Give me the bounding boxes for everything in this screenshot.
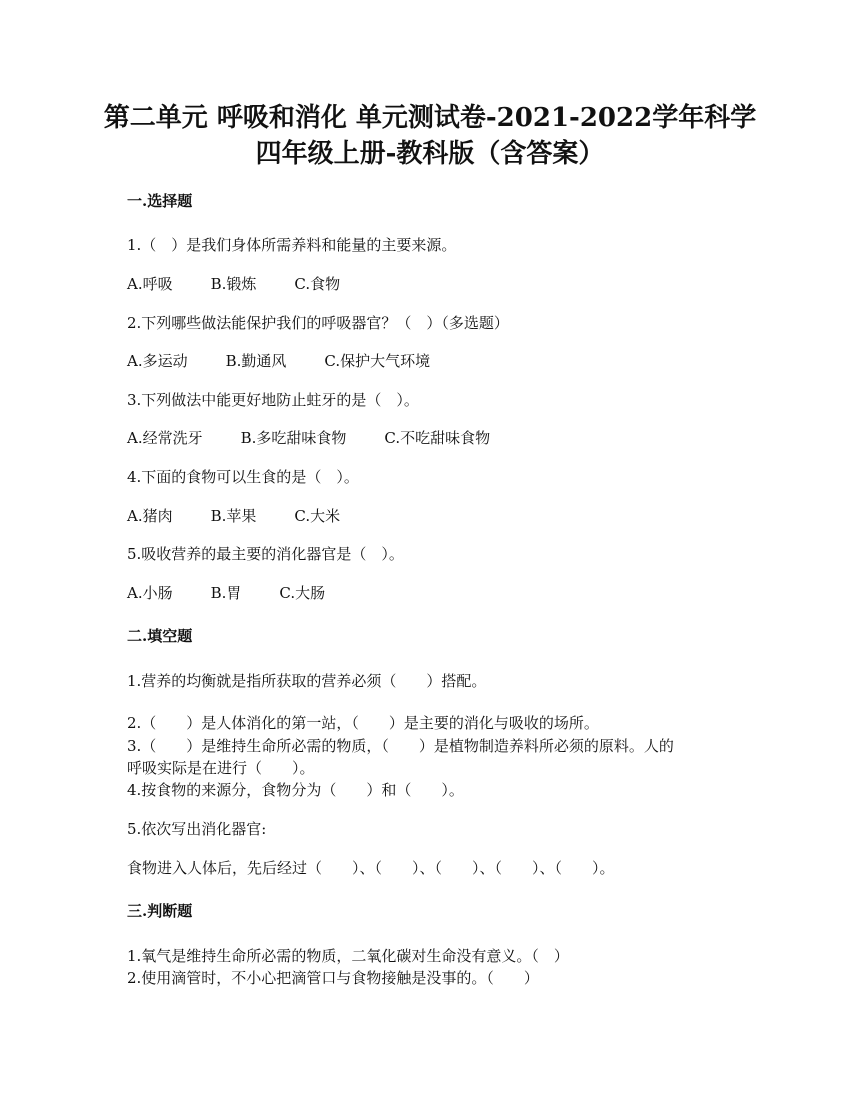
choice-question-4: 4.下面的食物可以生食的是（ ）。	[127, 468, 359, 486]
fill-question-5-line-2: 食物进入人体后，先后经过（ ）、（ ）、（ ）、（ ）、（ ）。	[127, 859, 615, 877]
section-heading-fill: 二.填空题	[127, 627, 193, 645]
option-c: C.大肠	[279, 584, 326, 602]
fill-question-4: 4.按食物的来源分，食物分为（ ）和（ ）。	[127, 781, 464, 799]
option-b: B.勤通风	[225, 352, 287, 370]
option-c: C.大米	[294, 507, 341, 525]
option-c: C.保护大气环境	[324, 352, 431, 370]
choice-question-5: 5.吸收营养的最主要的消化器官是（ ）。	[127, 545, 404, 563]
judge-question-1: 1.氧气是维持生命所必需的物质，二氧化碳对生命没有意义。（ ）	[127, 947, 569, 965]
fill-question-3-line-2: 呼吸实际是在进行（ ）。	[127, 759, 315, 777]
fill-question-5: 5.依次写出消化器官:	[127, 820, 267, 838]
choice-options-2	[127, 351, 430, 371]
option-b: B.苹果	[210, 507, 257, 525]
judge-question-2: 2.使用滴管时，不小心把滴管口与食物接触是没事的。（ ）	[127, 969, 539, 987]
section-heading-choice: 一.选择题	[127, 192, 193, 210]
fill-question-2: 2.（ ）是人体消化的第一站，（ ）是主要的消化与吸收的场所。	[127, 714, 599, 732]
option-a: A.呼吸	[127, 275, 173, 293]
fill-question-3-line-1: 3.（ ）是维持生命所必需的物质，（ ）是植物制造养料所必须的原料。人的	[127, 737, 674, 755]
option-a: A.小肠	[127, 584, 173, 602]
option-c: C.食物	[294, 275, 341, 293]
option-b: B.胃	[210, 584, 242, 602]
choice-question-1: 1.（ ）是我们身体所需养料和能量的主要来源。	[127, 236, 457, 254]
option-c: C.不吃甜味食物	[384, 429, 491, 447]
option-a: A.经常洗牙	[127, 429, 203, 447]
option-b: B.多吃甜味食物	[240, 429, 347, 447]
document-title-line-1: 第二单元 呼吸和消化 单元测试卷-2021-2022学年科学	[103, 103, 757, 133]
fill-question-1: 1.营养的均衡就是指所获取的营养必须（ ）搭配。	[127, 672, 487, 690]
choice-options-5	[127, 583, 325, 603]
choice-options-1	[127, 274, 340, 294]
option-a: A.多运动	[127, 352, 188, 370]
choice-question-3: 3.下列做法中能更好地防止蛀牙的是（ ）。	[127, 391, 419, 409]
choice-options-4	[127, 506, 340, 526]
option-b: B.锻炼	[210, 275, 257, 293]
section-heading-judge: 三.判断题	[127, 902, 193, 920]
choice-question-2: 2.下列哪些做法能保护我们的呼吸器官？（ ）（多选题）	[127, 314, 509, 332]
choice-options-3	[127, 428, 490, 448]
option-a: A.猪肉	[127, 507, 173, 525]
document-title-line-2: 四年级上册-教科版（含答案）	[255, 139, 605, 169]
